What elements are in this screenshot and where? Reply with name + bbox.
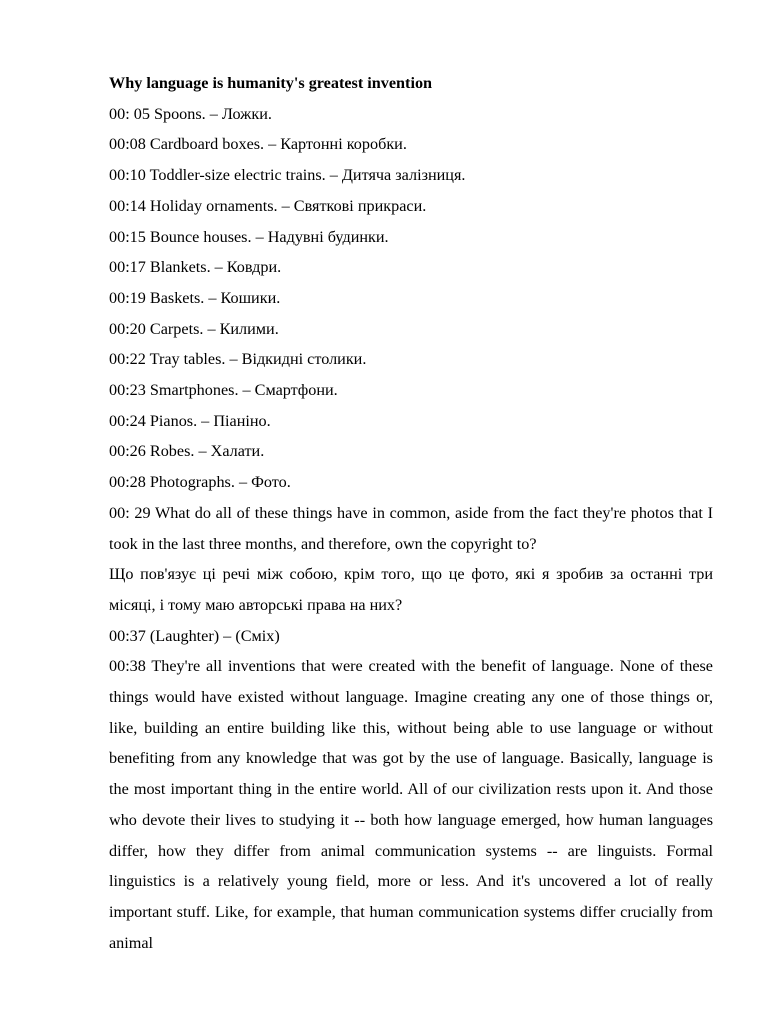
transcript-line: 00:26 Robes. – Халати.: [109, 442, 265, 461]
transcript-line: 00:19 Baskets. – Кошики.: [109, 288, 281, 307]
transcript-line: 00:28 Photographs. – Фото.: [109, 473, 291, 492]
transcript-line: 00:17 Blankets. – Ковдри.: [109, 258, 282, 277]
transcript-line: 00: 05 Spoons. – Ложки.: [109, 104, 272, 123]
transcript-paragraph-29-ukrainian: Що пов'язує ці речі між собою, крім того, що це фото, які я зробив за останні три місяці, і тому маю авторські права на них?: [109, 565, 713, 614]
transcript-line: 00:24 Pianos. – Піаніно.: [109, 411, 271, 430]
transcript-paragraph-29-english: 00: 29 What do all of these things have in common, aside from the fact they're photos that I took in the last three months, and therefore, own the copyright to?: [109, 503, 713, 553]
transcript-line: 00:23 Smartphones. – Смартфони.: [109, 381, 338, 400]
transcript-line: 00:20 Carpets. – Килими.: [109, 319, 279, 338]
transcript-line: 00:10 Toddler-size electric trains. – Дитяча залізниця.: [109, 166, 466, 185]
transcript-paragraph-38: 00:38 They're all inventions that were created with the benefit of language. None of these things would have existed without language. Imagine creating any one of those things or, like, building an entire building like this, without being able to use language or without benefiting from any knowledge that was got by the use of language. Basically, language is the most important thing in the entire world. All of our civilization rests upon it. And those who devote their lives to studying it -- both how language emerged, how human languages differ, how they differ from animal communication systems -- are linguists. Formal linguistics is a relatively young field, more or less. And it's uncovered a lot of really important stuff. Like, for example, that human communication systems differ crucially from animal: [109, 657, 713, 952]
transcript-line: 00:08 Cardboard boxes. – Картонні коробки.: [109, 135, 407, 154]
transcript-line: 00:15 Bounce houses. – Надувні будинки.: [109, 227, 389, 246]
document-page: [109, 68, 713, 958]
document-title: Why language is humanity's greatest invention: [109, 74, 433, 92]
transcript-line-laughter: 00:37 (Laughter) – (Сміх): [109, 626, 280, 645]
transcript-line: 00:14 Holiday ornaments. – Святкові прикраси.: [109, 196, 427, 215]
transcript-line: 00:22 Tray tables. – Відкидні столики.: [109, 350, 367, 369]
